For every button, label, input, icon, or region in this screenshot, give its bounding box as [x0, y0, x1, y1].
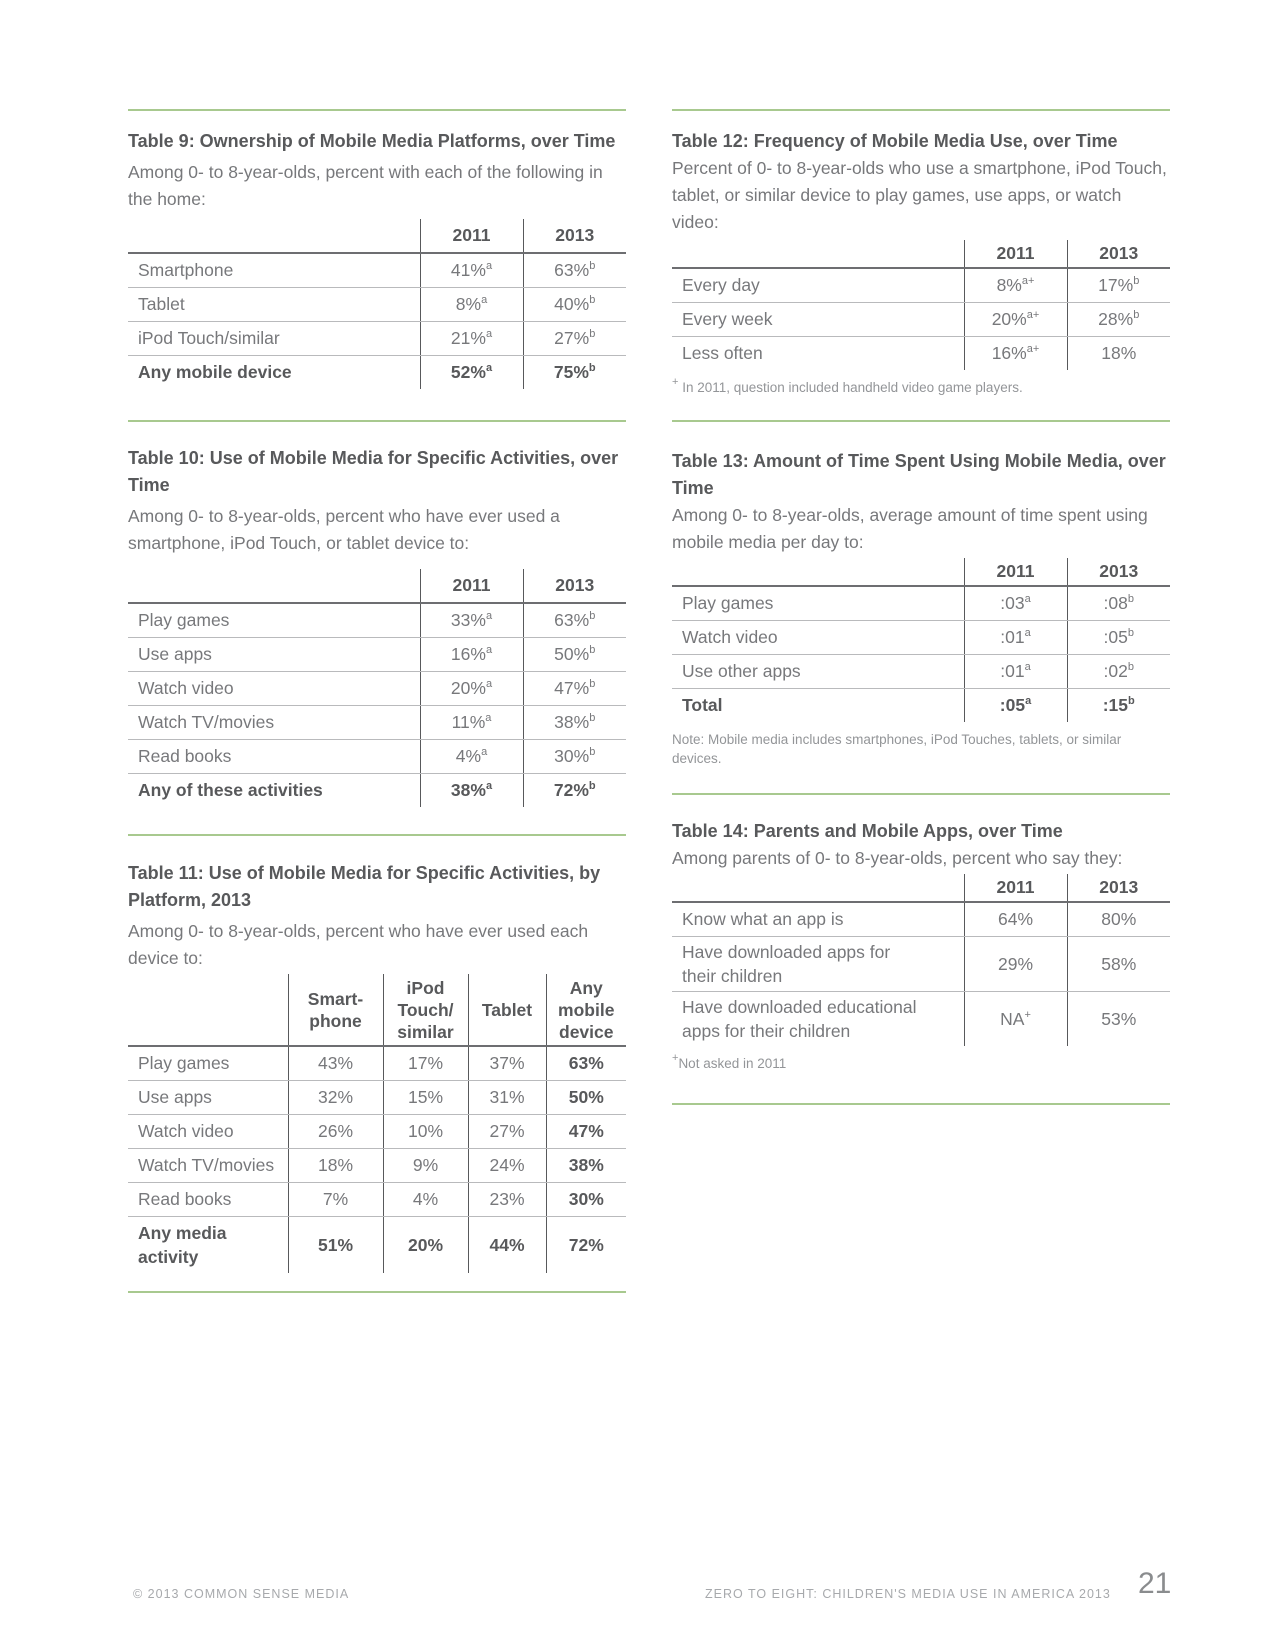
row-label: Watch video [128, 1115, 288, 1149]
row-label: Any media activity [138, 1223, 227, 1267]
table-subtitle: Percent of 0- to 8-year-olds who use a smartphone, iPod Touch, tablet, or similar device to play games, use apps, or watch video: [672, 158, 1167, 232]
cell-value: 18% [288, 1149, 383, 1183]
cell-value: 18% [1067, 337, 1170, 371]
row-label: Every week [672, 303, 964, 337]
cell-value: 9% [383, 1149, 468, 1183]
table-subtitle: Among 0- to 8-year-olds, percent who have ever used a smartphone, iPod Touch, or tablet device to: [128, 506, 560, 553]
table-row [128, 603, 626, 638]
cell-value: 17% [383, 1046, 468, 1081]
cell-value: 26% [288, 1115, 383, 1149]
cell-value: 10% [383, 1115, 468, 1149]
cell-value: 38%$^a$ [420, 774, 523, 808]
cell-value: 33%$^a$ [420, 603, 523, 638]
cell-value: 7% [288, 1183, 383, 1217]
column-header: 2013 [523, 219, 626, 253]
row-label: Smartphone [128, 253, 420, 288]
footer-report-title: ZERO TO EIGHT: CHILDREN'S MEDIA USE IN AMERICA 2013 [705, 1587, 1111, 1601]
cell-value: 23% [468, 1183, 546, 1217]
table-title: Table 10: Use of Mobile Media for Specific Activities, over Time [128, 448, 619, 495]
column-header: 2011 [964, 874, 1067, 902]
column-header: Smart- phone [288, 974, 383, 1046]
table-title: Table 9: Ownership of Mobile Media Platforms, over Time [128, 131, 616, 151]
column-header: Tablet [468, 974, 546, 1046]
table-14 [672, 818, 1170, 1073]
divider-rule [128, 420, 626, 422]
row-label: Watch TV/movies [128, 1149, 288, 1183]
cell-value: 44% [468, 1217, 546, 1274]
table-row [672, 586, 1170, 621]
table-subtitle: Among 0- to 8-year-olds, percent who have ever used each device to: [128, 921, 589, 968]
cell-value: 11%$^a$ [420, 706, 523, 740]
cell-value: 4% [383, 1183, 468, 1217]
table-row [672, 902, 1170, 937]
divider-rule [128, 834, 626, 836]
table-12 [672, 128, 1170, 397]
footer-copyright: © 2013 COMMON SENSE MEDIA [133, 1587, 350, 1601]
row-label: Read books [128, 740, 420, 774]
row-label: iPod Touch/similar [128, 322, 420, 356]
cell-value: 16%$^{a+}$ [964, 337, 1067, 371]
divider-rule [128, 109, 626, 111]
cell-value: :05$^b$ [1067, 621, 1170, 655]
cell-value: 27%$^b$ [523, 322, 626, 356]
cell-value: :01$^a$ [964, 621, 1067, 655]
cell-value: 15% [383, 1081, 468, 1115]
column-header: 2013 [1067, 874, 1170, 902]
data-table [128, 569, 626, 807]
data-table [672, 240, 1170, 370]
table-row [128, 740, 626, 774]
row-label: Watch video [672, 621, 964, 655]
cell-value: 4%$^a$ [420, 740, 523, 774]
table-footnote: +Not asked in 2011 [672, 1052, 787, 1071]
cell-value: 53% [1067, 992, 1170, 1047]
table-title: Table 14: Parents and Mobile Apps, over Time [672, 821, 1063, 841]
table-row [672, 992, 1170, 1047]
cell-value: 16%$^a$ [420, 638, 523, 672]
cell-value: :15$^b$ [1067, 689, 1170, 723]
table-row [128, 1046, 626, 1081]
row-label: Have downloaded apps for their children [672, 937, 964, 992]
cell-value: 28%$^b$ [1067, 303, 1170, 337]
row-label: Play games [128, 603, 420, 638]
cell-value: 27% [468, 1115, 546, 1149]
table-row-total [128, 1217, 626, 1274]
row-label: Play games [128, 1046, 288, 1081]
table-title: Table 11: Use of Mobile Media for Specific Activities, by Platform, 2013 [128, 863, 601, 910]
table-row [672, 303, 1170, 337]
cell-value: :05$^a$ [964, 689, 1067, 723]
row-label: Read books [128, 1183, 288, 1217]
cell-value: 30% [546, 1183, 626, 1217]
cell-value: 58% [1067, 937, 1170, 992]
cell-value: 38% [546, 1149, 626, 1183]
row-label: Play games [672, 586, 964, 621]
table-row [128, 1115, 626, 1149]
table-row [672, 621, 1170, 655]
column-header: 2013 [1067, 558, 1170, 586]
data-table [128, 219, 626, 389]
column-header: 2011 [964, 558, 1067, 586]
data-table [128, 974, 626, 1273]
cell-value: 47% [546, 1115, 626, 1149]
cell-value: 20%$^a$ [420, 672, 523, 706]
column-header: 2011 [420, 219, 523, 253]
cell-value: 8%$^a$ [420, 288, 523, 322]
table-row [128, 253, 626, 288]
table-row [672, 337, 1170, 371]
table-13 [672, 448, 1170, 768]
cell-value: NA+ [964, 992, 1067, 1047]
cell-value: :01$^a$ [964, 655, 1067, 689]
table-row [672, 268, 1170, 303]
table-footnote: + In 2011, question included handheld video game players. [672, 376, 1023, 395]
table-10 [128, 445, 626, 807]
row-label: Any mobile device [138, 362, 292, 382]
cell-value: 41%$^a$ [420, 253, 523, 288]
cell-value: 20%$^{a+}$ [964, 303, 1067, 337]
table-row [128, 638, 626, 672]
data-table [672, 874, 1170, 1046]
table-row [128, 1081, 626, 1115]
table-subtitle: Among parents of 0- to 8-year-olds, percent who say they: [672, 848, 1123, 868]
cell-value: 30%$^b$ [523, 740, 626, 774]
row-label: Know what an app is [672, 902, 964, 937]
table-footnote: Note: Mobile media includes smartphones, iPod Touches, tablets, or similar devices. [672, 732, 1122, 766]
cell-value: 51% [288, 1217, 383, 1274]
cell-value: 75%$^b$ [523, 356, 626, 390]
table-row-total [128, 356, 626, 390]
cell-value: 72%$^b$ [523, 774, 626, 808]
table-9 [128, 128, 626, 389]
cell-value: 63% [546, 1046, 626, 1081]
column-header: 2013 [523, 569, 626, 603]
divider-rule [672, 1103, 1170, 1105]
row-label: Tablet [128, 288, 420, 322]
table-row [672, 655, 1170, 689]
cell-value: 63%$^b$ [523, 603, 626, 638]
cell-value: :03$^a$ [964, 586, 1067, 621]
column-header: iPod Touch/ similar [383, 974, 468, 1046]
cell-value: :08$^b$ [1067, 586, 1170, 621]
cell-value: 24% [468, 1149, 546, 1183]
row-label: Use apps [128, 1081, 288, 1115]
row-label: Have downloaded educational apps for their children [682, 997, 917, 1041]
cell-value: 50%$^b$ [523, 638, 626, 672]
cell-value: 31% [468, 1081, 546, 1115]
page-number: 21 [1138, 1567, 1172, 1600]
table-11 [128, 860, 626, 1273]
cell-value: 17%$^b$ [1067, 268, 1170, 303]
row-label: Use apps [128, 638, 420, 672]
table-row [128, 1183, 626, 1217]
column-header: 2013 [1067, 240, 1170, 268]
row-label: Every day [672, 268, 964, 303]
divider-rule [672, 109, 1170, 111]
table-row [128, 322, 626, 356]
table-row [128, 288, 626, 322]
cell-value: 40%$^b$ [523, 288, 626, 322]
cell-value: 52%$^a$ [420, 356, 523, 390]
cell-value: 37% [468, 1046, 546, 1081]
cell-value: 50% [546, 1081, 626, 1115]
row-label: Use other apps [672, 655, 964, 689]
cell-value: 8%$^{a+}$ [964, 268, 1067, 303]
cell-value: 29% [964, 937, 1067, 992]
cell-value: 64% [964, 902, 1067, 937]
table-row-total [128, 774, 626, 808]
cell-value: 38%$^b$ [523, 706, 626, 740]
table-title: Table 12: Frequency of Mobile Media Use, over Time [672, 131, 1118, 151]
table-subtitle: Among 0- to 8-year-olds, average amount of time spent using mobile media per day to: [672, 505, 1148, 552]
row-label: Total [682, 695, 723, 715]
cell-value: 80% [1067, 902, 1170, 937]
cell-value: 20% [383, 1217, 468, 1274]
data-table [672, 558, 1170, 722]
table-row [128, 1149, 626, 1183]
cell-value: 43% [288, 1046, 383, 1081]
divider-rule [672, 420, 1170, 422]
column-header: Any mobile device [546, 974, 626, 1046]
table-row-total [672, 689, 1170, 723]
column-header: 2011 [964, 240, 1067, 268]
cell-value: :02$^b$ [1067, 655, 1170, 689]
column-header: 2011 [420, 569, 523, 603]
table-row [128, 706, 626, 740]
table-row [672, 937, 1170, 992]
row-label: Any of these activities [138, 780, 323, 800]
table-title: Table 13: Amount of Time Spent Using Mobile Media, over Time [672, 451, 1166, 498]
cell-value: 47%$^b$ [523, 672, 626, 706]
cell-value: 32% [288, 1081, 383, 1115]
table-row [128, 672, 626, 706]
cell-value: 72% [546, 1217, 626, 1274]
cell-value: 63%$^b$ [523, 253, 626, 288]
row-label: Watch video [128, 672, 420, 706]
cell-value: 21%$^a$ [420, 322, 523, 356]
row-label: Less often [682, 343, 763, 363]
row-label: Watch TV/movies [128, 706, 420, 740]
divider-rule [128, 1291, 626, 1293]
table-subtitle: Among 0- to 8-year-olds, percent with each of the following in the home: [128, 162, 603, 209]
divider-rule [672, 793, 1170, 795]
